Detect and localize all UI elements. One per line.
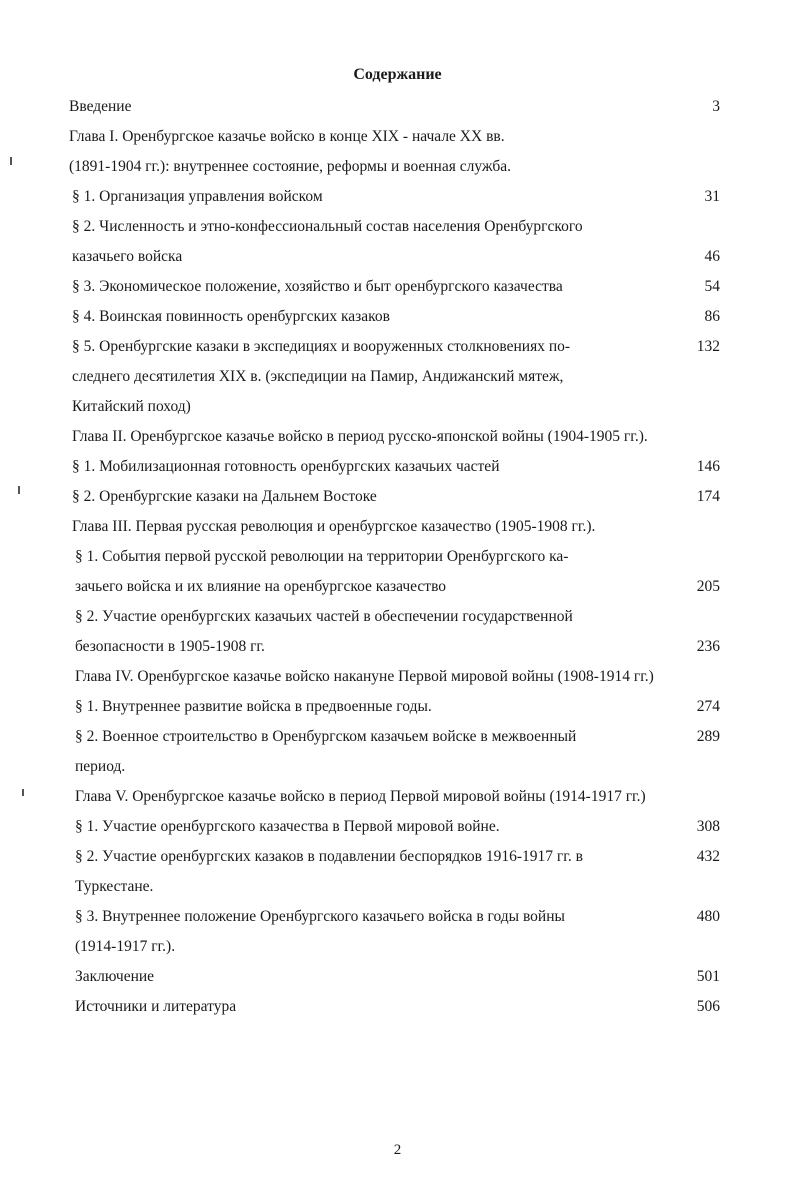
toc-entry-text: § 1. Мобилизационная готовность оренбургских казачьих частей <box>72 458 500 475</box>
toc-entry-text: § 2. Военное строительство в Оренбургском казачьем войске в межвоенный <box>75 728 577 745</box>
toc-entry-text: § 4. Воинская повинность оренбургских казаков <box>72 308 390 325</box>
toc-entry-text: § 2. Численность и этно-конфессиональный состав населения Оренбургского <box>72 218 583 235</box>
toc-entry-page: 54 <box>704 278 720 295</box>
scan-mark <box>18 486 20 494</box>
toc-entry-text: § 1. События первой русской революции на территории Оренбургского ка- <box>75 548 569 565</box>
toc-entry-text: зачьего войска и их влияние на оренбургское казачество <box>75 578 447 595</box>
toc-entry-text: § 1. Внутреннее развитие войска в предвоенные годы. <box>75 698 432 715</box>
scan-mark <box>22 789 24 796</box>
toc-entry-page: 480 <box>696 908 720 925</box>
toc-entry-page: 174 <box>696 488 720 505</box>
toc-entry-page: 132 <box>696 338 720 355</box>
toc-entry-page: 205 <box>696 578 720 595</box>
toc-entry-text: Источники и литература <box>75 998 237 1015</box>
toc-entry-text: § 1. Организация управления войском <box>72 188 323 205</box>
toc-entry-text: § 5. Оренбургские казаки в экспедициях и вооруженных столкновениях по- <box>72 338 571 355</box>
toc-entry-text: Китайский поход) <box>72 398 191 415</box>
toc-entry-page: 3 <box>712 98 720 115</box>
toc-entry-page: 146 <box>696 458 720 475</box>
page-title: Содержание <box>353 66 442 83</box>
page-number: 2 <box>393 1142 402 1158</box>
toc-entry-text: Введение <box>69 98 132 115</box>
toc-entry-page: 432 <box>696 848 720 865</box>
toc-entry-page: 501 <box>696 968 720 985</box>
toc-entry-text: период. <box>75 758 126 775</box>
toc-entry-page: 506 <box>696 998 720 1015</box>
toc-entry-text: Туркестане. <box>75 878 154 895</box>
toc-entry-text: § 2. Участие оренбургских казаков в подавлении беспорядков 1916-1917 гг. в <box>75 848 583 865</box>
toc-entry-text: (1914-1917 гг.). <box>75 938 176 955</box>
toc-entry-page: 46 <box>704 248 720 265</box>
toc-entry-text: следнего десятилетия XIX в. (экспедиции на Памир, Андижанский мятеж, <box>72 368 564 385</box>
toc-entry-text: § 3. Внутреннее положение Оренбургского казачьего войска в годы войны <box>75 908 565 925</box>
toc-entry-page: 274 <box>696 698 720 715</box>
toc-entry-page: 289 <box>696 728 720 745</box>
toc-entry-text: Глава III. Первая русская революция и оренбургское казачество (1905-1908 гг.). <box>72 518 596 535</box>
toc-entry-page: 308 <box>696 818 720 835</box>
toc-entry-text: § 1. Участие оренбургского казачества в Первой мировой войне. <box>75 818 500 835</box>
toc-entry-text: казачьего войска <box>72 248 183 265</box>
toc-entry-text: Глава I. Оренбургское казачье войско в конце XIX - начале XX вв. <box>69 128 505 145</box>
toc-entry-page: 236 <box>696 638 720 655</box>
toc-entry-text: § 2. Участие оренбургских казачьих частей в обеспечении государственной <box>75 608 573 625</box>
toc-entry-text: (1891-1904 гг.): внутреннее состояние, реформы и военная служба. <box>69 158 512 175</box>
toc-entry-text: безопасности в 1905-1908 гг. <box>75 638 265 655</box>
toc-entry-text: Глава IV. Оренбургское казачье войско накануне Первой мировой войны (1908-1914 гг.) <box>75 668 654 685</box>
toc-entry-text: Заключение <box>75 968 155 985</box>
toc-entry-text: Глава V. Оренбургское казачье войско в период Первой мировой войны (1914-1917 гг.) <box>75 788 646 805</box>
scan-mark <box>10 157 12 165</box>
toc-entry-page: 31 <box>704 188 720 205</box>
toc-entry-page: 86 <box>704 308 720 325</box>
toc-entry-text: § 3. Экономическое положение, хозяйство и быт оренбургского казачества <box>72 278 563 295</box>
toc-entry-text: § 2. Оренбургские казаки на Дальнем Востоке <box>72 488 377 505</box>
toc-entry-text: Глава II. Оренбургское казачье войско в период русско-японской войны (1904-1905 гг.). <box>72 428 648 445</box>
